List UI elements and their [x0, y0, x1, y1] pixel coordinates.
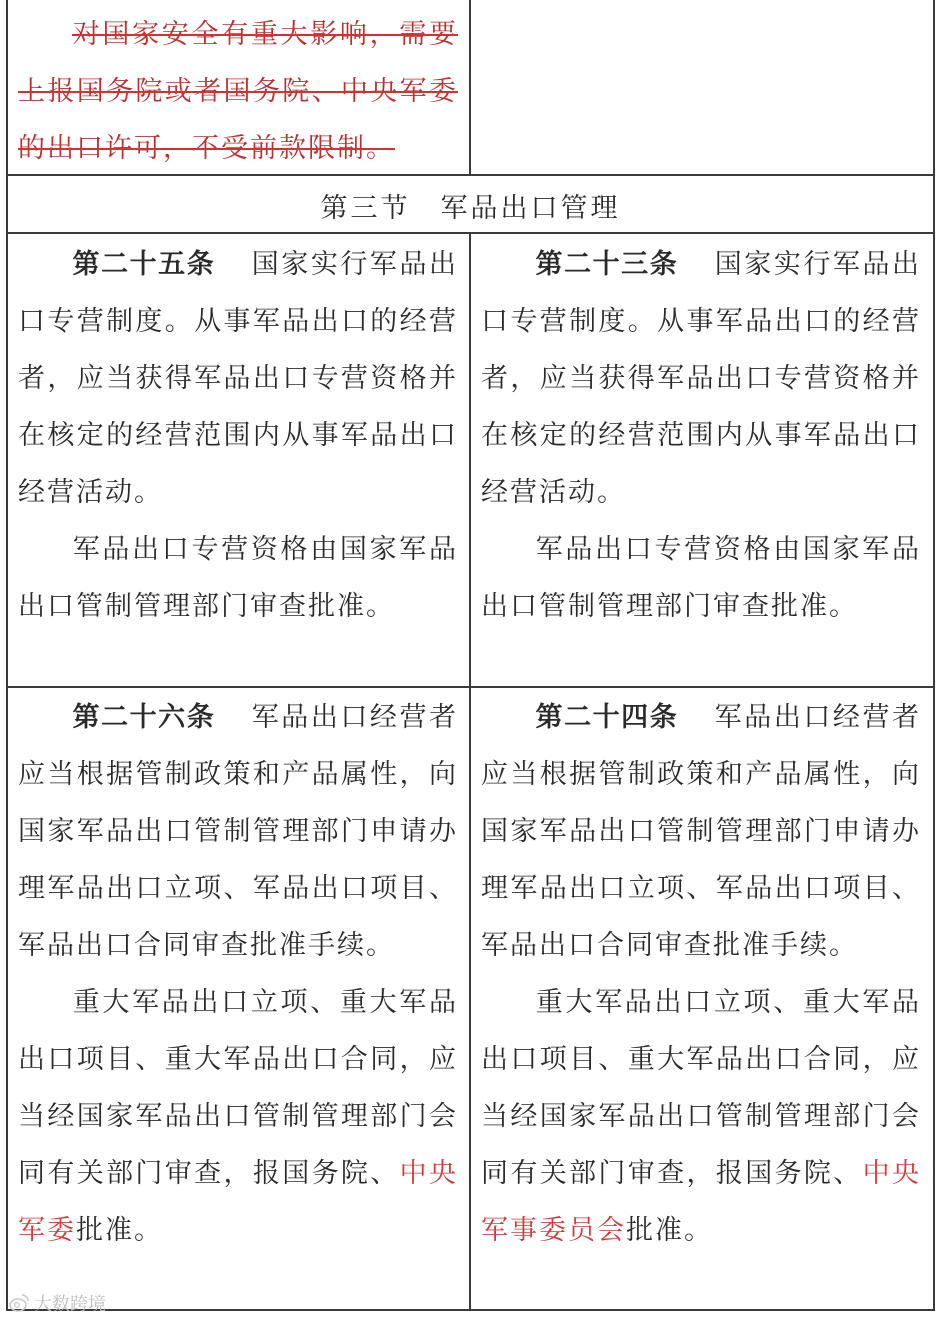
article-26-text: 军品出口经营者应当根据管制政策和产品属性，向国家军品出口管制管理部门申请办理军品出口立项、军品出口项目、军品出口合同审查批准手续。 [18, 702, 459, 961]
article-26-text-2a: 重大军品出口立项、重大军品出口项目、重大军品出口合同，应当经国家军品出口管制管理部门会同有关部门审查，报国务院、 [18, 987, 458, 1189]
article-25-cell [18, 236, 458, 635]
deleted-clause [18, 6, 458, 177]
article-23-para-1 [481, 236, 921, 521]
article-24-text: 军品出口经营者应当根据管制政策和产品属性，向国家军品出口管制管理部门申请办理军品出口立项、军品出口项目、军品出口合同审查批准手续。 [481, 702, 922, 961]
weibo-logo-icon [8, 1292, 30, 1314]
article-25-para-2 [18, 521, 458, 635]
article-24-text-2b: 批准。 [626, 1215, 713, 1246]
article-23-text-2: 军品出口专营资格由国家军品出口管制管理部门审查批准。 [481, 534, 921, 622]
article-26-cell [18, 689, 458, 1259]
row-divider-3 [6, 686, 935, 688]
article-26-amended-term: 中央军委 [18, 1158, 459, 1246]
article-24-cell [481, 689, 921, 1259]
article-25-heading: 第二十五条 [72, 249, 216, 280]
article-24-heading: 第二十四条 [535, 702, 679, 733]
article-24-para-2 [481, 974, 921, 1259]
section-name: 军品出口管理 [440, 192, 621, 224]
column-divider-top [469, 0, 471, 176]
article-23-text: 国家实行军品出口专营制度。从事军品出口的经营者，应当获得军品出口专营资格并在核定的经营范围内从事军品出口经营活动。 [481, 249, 922, 508]
section-heading [6, 176, 935, 234]
article-26-para-1 [18, 689, 458, 974]
article-25-text-2: 军品出口专营资格由国家军品出口管制管理部门审查批准。 [18, 534, 458, 622]
article-25-text: 国家实行军品出口专营制度。从事军品出口的经营者，应当获得军品出口专营资格并在核定的经营范围内从事军品出口经营活动。 [18, 249, 459, 508]
column-divider-bottom [469, 233, 471, 1311]
watermark [8, 1290, 106, 1316]
article-24-para-1 [481, 689, 921, 974]
article-23-heading: 第二十三条 [535, 249, 679, 280]
article-25-para-1 [18, 236, 458, 521]
article-23-para-2 [481, 521, 921, 635]
section-number: 第三节 [320, 192, 411, 224]
article-26-heading: 第二十六条 [72, 702, 216, 733]
article-24-text-2a: 重大军品出口立项、重大军品出口项目、重大军品出口合同，应当经国家军品出口管制管理部门会同有关部门审查，报国务院、 [481, 987, 921, 1189]
article-23-cell [481, 236, 921, 635]
article-26-para-2 [18, 974, 458, 1259]
article-24-amended-term: 中央军事委员会 [481, 1158, 922, 1246]
watermark-text: 大数跨境 [34, 1294, 106, 1315]
article-26-text-2b: 批准。 [76, 1215, 163, 1246]
struck-text: 对国家安全有重大影响，需要上报国务院或者国务院、中央军委的出口许可，不受前款限制。 [18, 19, 458, 164]
